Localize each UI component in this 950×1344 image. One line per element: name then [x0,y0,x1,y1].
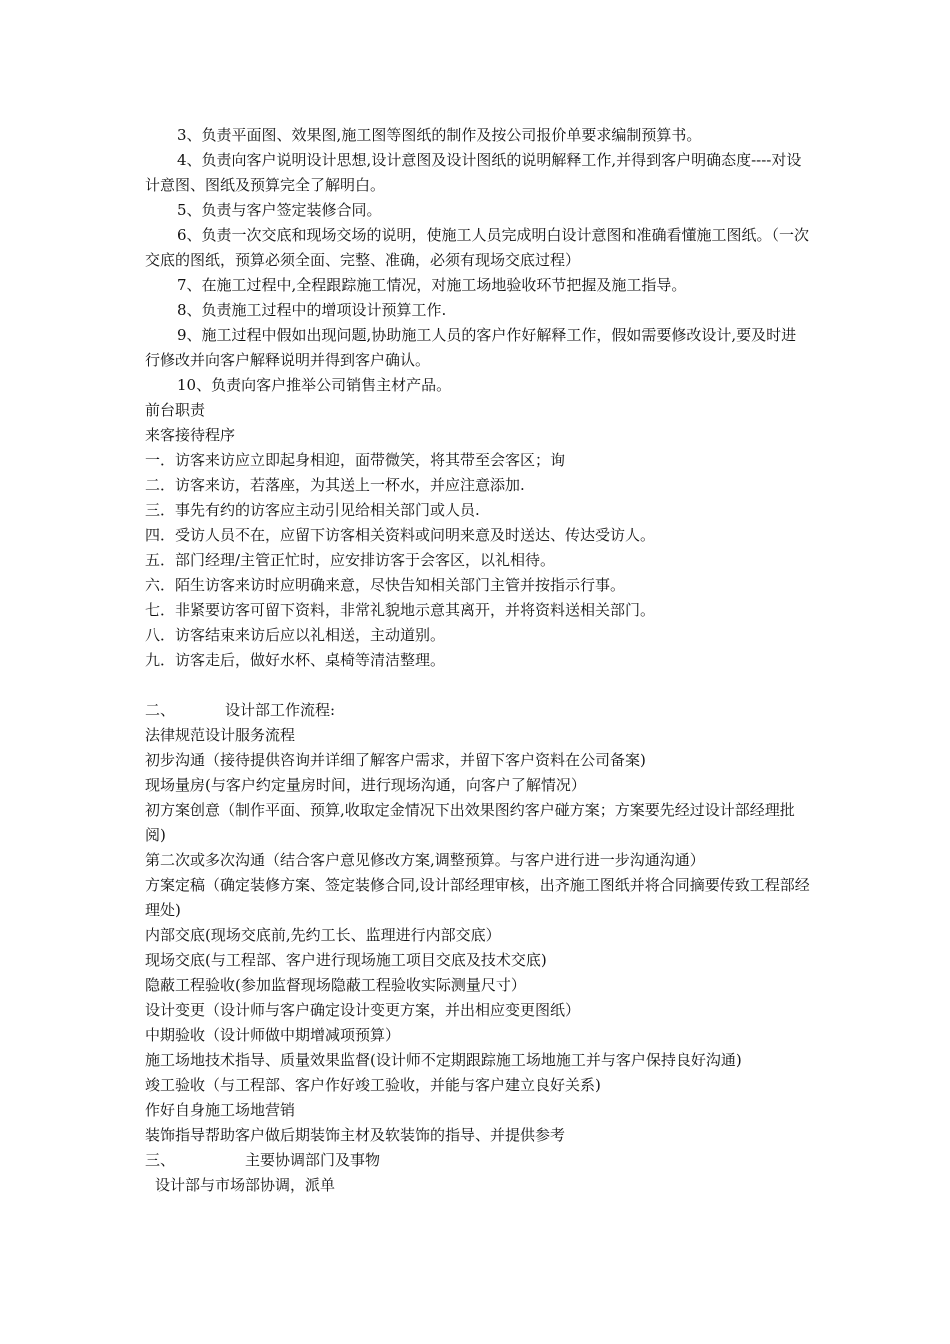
reception-step: 三．事先有约的访客应主动引见给相关部门或人员. [145,501,480,519]
reception-step: 八．访客结束来访后应以礼相送，主动道别。 [145,626,446,644]
workflow-step: 设计变更（设计师与客户确定设计变更方案，并出相应变更图纸） [145,1001,581,1019]
workflow-step: 初步沟通（接待提供咨询并详细了解客户需求，并留下客户资料在公司备案) [145,751,646,769]
workflow-step: 初方案创意（制作平面、预算,收取定金情况下出效果图约客户碰方案；方案要先经过设计部经理批阅) [145,801,795,844]
section-3-heading [145,1148,810,1173]
section-number: 三、 [145,1151,176,1169]
duty-item: 5、负责与客户签定装修合同。 [177,201,382,219]
duty-item: 9、施工过程中假如出现问题,协助施工人员的客户作好解释工作，假如需要修改设计,要及时进行修改并向客户解释说明并得到客户确认。 [145,326,797,369]
reception-step: 四．受访人员不在，应留下访客相关资料或问明来意及时送达、传达受访人。 [145,526,656,544]
workflow-step: 隐蔽工程验收(参加监督现场隐蔽工程验收实际测量尺寸） [145,976,526,994]
workflow-step: 竣工验收（与工程部、客户作好竣工验收，并能与客户建立良好关系) [145,1076,601,1094]
workflow-step: 现场交底(与工程部、客户进行现场施工项目交底及技术交底) [145,951,547,969]
duty-item: 4、负责向客户说明设计思想,设计意图及设计图纸的说明解释工作,并得到客户明确态度----对设计意图、图纸及预算完全了解明白。 [145,151,802,194]
workflow-step: 内部交底(现场交底前,先约工长、监理进行内部交底） [145,926,501,944]
reception-step: 七．非紧要访客可留下资料，非常礼貌地示意其离开，并将资料送相关部门。 [145,601,656,619]
document-page [145,123,810,1198]
section-title: 设计部工作流程: [225,701,336,719]
duty-item: 3、负责平面图、效果图,施工图等图纸的制作及按公司报价单要求编制预算书。 [177,126,702,144]
workflow-step: 装饰指导帮助客户做后期装饰主材及软装饰的指导、并提供参考 [145,1126,566,1144]
workflow-subtitle: 法律规范设计服务流程 [145,726,296,744]
duty-item: 7、在施工过程中,全程跟踪施工情况，对施工场地验收环节把握及施工指导。 [177,276,687,294]
workflow-step: 第二次或多次沟通（结合客户意见修改方案,调整预算。与客户进行进一步沟通沟通） [145,851,705,869]
reception-step: 一．访客来访应立即起身相迎，面带微笑，将其带至会客区；询 [145,451,566,469]
duty-item: 6、负责一次交底和现场交场的说明，使施工人员完成明白设计意图和准确看懂施工图纸。（一次交底的图纸，预算必须全面、完整、准确，必须有现场交底过程） [145,226,810,269]
workflow-step: 作好自身施工场地营销 [145,1101,296,1119]
section-2-heading [145,698,810,723]
workflow-step: 方案定稿（确定装修方案、签定装修合同,设计部经理审核，出齐施工图纸并将合同摘要传致工程部经理处) [145,876,810,919]
duty-item: 10、负责向客户推举公司销售主材产品。 [177,376,452,394]
reception-step: 二．访客来访，若落座，为其送上一杯水，并应注意添加. [145,476,525,494]
blank-line [145,673,810,698]
front-desk-subtitle: 来客接待程序 [145,426,236,444]
workflow-step: 施工场地技术指导、质量效果监督(设计师不定期跟踪施工场地施工并与客户保持良好沟通) [145,1051,742,1069]
section-title: 主要协调部门及事物 [245,1151,381,1169]
reception-step: 六．陌生访客来访时应明确来意，尽快告知相关部门主管并按指示行事。 [145,576,626,594]
front-desk-title: 前台职责 [145,401,206,419]
duty-item: 8、负责施工过程中的增项设计预算工作. [177,301,447,319]
workflow-step: 中期验收（设计师做中期增减项预算） [145,1026,401,1044]
reception-step: 九．访客走后，做好水杯、桌椅等清洁整理。 [145,651,446,669]
reception-step: 五．部门经理/主管正忙时，应安排访客于会客区，以礼相待。 [145,551,556,569]
coordination-line: 设计部与市场部协调，派单 [155,1176,336,1194]
workflow-step: 现场量房(与客户约定量房时间，进行现场沟通，向客户了解情况） [145,776,586,794]
section-number: 二、 [145,701,176,719]
